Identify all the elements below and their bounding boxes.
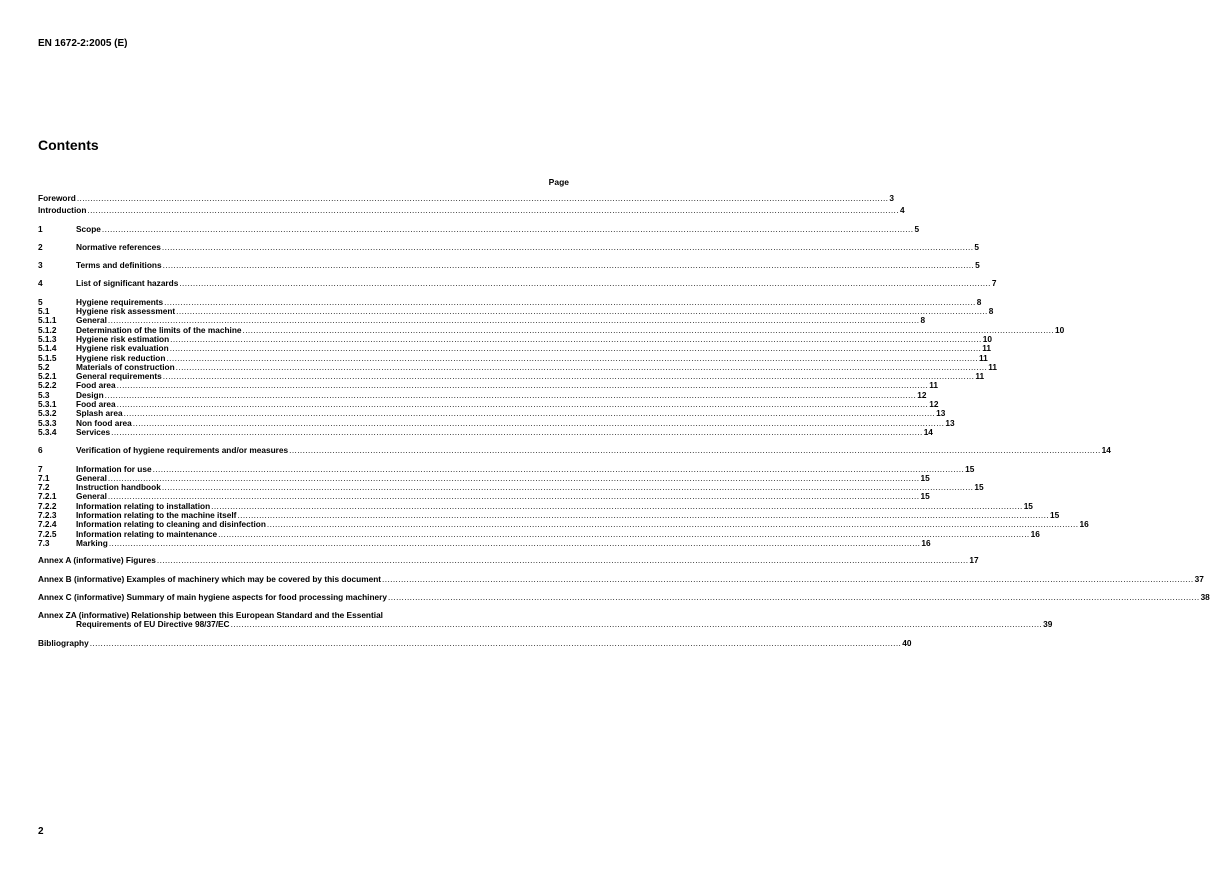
toc-entry-4[interactable]: 4 List of significant hazards ............................................................................................................................................................................................................................................................................................................ 7 bbox=[38, 278, 997, 289]
toc-entry-7-3[interactable]: 7.3 Marking ............................................................................................................................................................................................................................................................................................................ 16 bbox=[38, 537, 931, 548]
toc-entry-number: 5.1.4 bbox=[38, 343, 57, 354]
toc-entry-page: 11 bbox=[982, 343, 992, 354]
toc-entry-number: 7.1 bbox=[38, 472, 50, 483]
toc-entry-page: 40 bbox=[902, 637, 912, 648]
toc-entry-7[interactable]: 7 Information for use ............................................................................................................................................................................................................................................................................................................ 15 bbox=[38, 463, 975, 474]
toc-entry-page: 11 bbox=[929, 380, 938, 391]
toc-entry-5-1[interactable]: 5.1 Hygiene risk assessment ............................................................................................................................................................................................................................................................................................................ 8 bbox=[38, 306, 994, 317]
toc-entry-number: 7.3 bbox=[38, 537, 50, 548]
toc-entry-page: 15 bbox=[920, 491, 930, 502]
toc-entry-title: General bbox=[76, 315, 107, 326]
toc-entry-page: 12 bbox=[917, 389, 927, 400]
toc-entry-annex-a[interactable]: Annex A (informative) Figures ............................................................................................................................................................................................................................................................................................................ 17 bbox=[38, 555, 979, 566]
toc-entry-5-2-2[interactable]: 5.2.2 Food area ............................................................................................................................................................................................................................................................................................................ 11 bbox=[38, 380, 938, 391]
toc-entry-page: 4 bbox=[899, 205, 905, 216]
toc-entry-annex-za-line1[interactable]: Annex ZA (informative) Relationship between this European Standard and the Essential bbox=[38, 610, 383, 621]
toc-entry-number: 7.2.3 bbox=[38, 510, 57, 521]
toc-entry-number: 5 bbox=[38, 296, 43, 307]
toc-entry-page: 16 bbox=[921, 537, 931, 548]
toc-entry-title: Information relating to the machine itself bbox=[76, 510, 237, 521]
toc-entry-page: 3 bbox=[889, 193, 894, 203]
toc-entry-number: 7.2.2 bbox=[38, 500, 57, 511]
toc-entry-number: 5.2.2 bbox=[38, 380, 57, 391]
page-number: 2 bbox=[38, 826, 44, 837]
toc-entry-number: 5.3.3 bbox=[38, 417, 57, 428]
toc-entry-number: 5.1.1 bbox=[38, 315, 57, 326]
toc-entry-7-2-1[interactable]: 7.2.1 General ............................................................................................................................................................................................................................................................................................................ 15 bbox=[38, 491, 930, 502]
toc-entry-annex-c[interactable]: Annex C (informative) Summary of main hygiene aspects for food processing machinery ............................................................................................................................................................................................................................................................................................................ 38 bbox=[38, 591, 1210, 602]
toc-entry-5-2[interactable]: 5.2 Materials of construction ............................................................................................................................................................................................................................................................................................................ 11 bbox=[38, 361, 997, 372]
toc-entry-page: 5 bbox=[914, 223, 920, 234]
toc-entry-title: Bibliography bbox=[38, 637, 89, 648]
toc-entry-title: Annex C (informative) Summary of main hygiene aspects for food processing machinery bbox=[38, 591, 388, 602]
toc-entry-3[interactable]: 3 Terms and definitions ............................................................................................................................................................................................................................................................................................................ 5 bbox=[38, 260, 980, 271]
page-column-label: Page bbox=[548, 177, 569, 187]
toc-entry-page: 17 bbox=[969, 555, 979, 566]
toc-entry-title: Hygiene risk evaluation bbox=[76, 343, 169, 354]
toc-entry-7-2-2[interactable]: 7.2.2 Information relating to installation ............................................................................................................................................................................................................................................................................................................ 15 bbox=[38, 500, 1033, 511]
toc-entry-title: Services bbox=[76, 426, 111, 437]
toc-entry-page: 37 bbox=[1194, 573, 1204, 584]
toc-entry-title: Information relating to cleaning and disinfection bbox=[76, 519, 266, 530]
toc-entry-number: 5.2 bbox=[38, 361, 50, 372]
toc-entry-page: 13 bbox=[936, 408, 946, 419]
toc-entry-page: 11 bbox=[979, 352, 988, 363]
toc-entry-title: General requirements bbox=[76, 371, 162, 382]
toc-entry-annex-za[interactable]: Requirements of EU Directive 98/37/EC ............................................................................................................................................................................................................................................................................................................ 39 bbox=[76, 619, 1053, 630]
toc-entry-page: 10 bbox=[982, 333, 992, 344]
toc-entry-page: 15 bbox=[920, 472, 930, 483]
toc-entry-title: Instruction handbook bbox=[76, 482, 161, 493]
toc-entry-title: Marking bbox=[76, 537, 108, 548]
document-header: EN 1672-2:2005 (E) bbox=[38, 38, 128, 49]
toc-entry-page: 15 bbox=[974, 482, 984, 493]
toc-entry-title: Scope bbox=[76, 223, 101, 234]
toc-entry-2[interactable]: 2 Normative references ............................................................................................................................................................................................................................................................................................................ 5 bbox=[38, 241, 980, 252]
toc-entry-6[interactable]: 6 Verification of hygiene requirements and/or measures ............................................................................................................................................................................................................................................................................................................ 14 bbox=[38, 445, 1111, 456]
toc-entry-page: 15 bbox=[965, 463, 975, 474]
toc-entry-page: 15 bbox=[1049, 510, 1060, 521]
toc-entry-7-2-3[interactable]: 7.2.3 Information relating to the machine itself ............................................................................................................................................................................................................................................................................................................ 15 bbox=[38, 510, 1060, 521]
toc-entry-page: 8 bbox=[920, 315, 926, 326]
toc-entry-page: 11 bbox=[988, 361, 997, 372]
toc-entry-7-1[interactable]: 7.1 General ............................................................................................................................................................................................................................................................................................................ 15 bbox=[38, 472, 930, 483]
toc-entry-number: 4 bbox=[38, 278, 43, 289]
toc-entry-page: 7 bbox=[991, 278, 997, 289]
toc-entry-title: General bbox=[76, 472, 107, 483]
toc-entry-5-1-1[interactable]: 5.1.1 General ............................................................................................................................................................................................................................................................................................................ 8 bbox=[38, 315, 926, 326]
toc-entry-5-3-2[interactable]: 5.3.2 Splash area ............................................................................................................................................................................................................................................................................................................ 13 bbox=[38, 408, 946, 419]
toc-entry-title: Verification of hygiene requirements and/or measures bbox=[76, 445, 289, 456]
toc-entry-page: 13 bbox=[945, 417, 955, 428]
toc-entry-5-1-2[interactable]: 5.1.2 Determination of the limits of the machine ............................................................................................................................................................................................................................................................................................................ 10 bbox=[38, 324, 1065, 335]
page-title: Contents bbox=[38, 137, 99, 153]
toc-entry-title: Hygiene risk assessment bbox=[76, 306, 176, 317]
toc-entry-5-3-1[interactable]: 5.3.1 Food area ............................................................................................................................................................................................................................................................................................................ 12 bbox=[38, 399, 939, 410]
toc-entry-title: Hygiene requirements bbox=[76, 296, 164, 307]
toc-entry-title: Food area bbox=[76, 380, 116, 391]
toc-entry-title: General bbox=[76, 491, 107, 502]
toc-entry-page: 8 bbox=[976, 296, 982, 307]
toc-entry-number: 7.2.5 bbox=[38, 528, 57, 539]
toc-entry-title: Annex B (informative) Examples of machinery which may be covered by this document bbox=[38, 573, 382, 584]
toc-entry-page: 39 bbox=[1043, 619, 1053, 630]
toc-entry-page: 16 bbox=[1030, 528, 1040, 539]
toc-entry-number: 5.2.1 bbox=[38, 371, 57, 382]
toc-entry-title: Information for use bbox=[76, 463, 152, 474]
toc-entry-title: Information relating to installation bbox=[76, 500, 211, 511]
toc-entry-title: Normative references bbox=[76, 241, 161, 252]
toc-entry-number: 5.3.4 bbox=[38, 426, 57, 437]
toc-entry-7-2-4[interactable]: 7.2.4 Information relating to cleaning and disinfection ............................................................................................................................................................................................................................................................................................................ 16 bbox=[38, 519, 1089, 530]
toc-entry-number: 5.1 bbox=[38, 306, 50, 317]
toc-entry-number: 6 bbox=[38, 445, 43, 456]
toc-entry-number: 7 bbox=[38, 463, 43, 474]
toc-entry-5-1-3[interactable]: 5.1.3 Hygiene risk estimation ............................................................................................................................................................................................................................................................................................................ 10 bbox=[38, 333, 992, 344]
toc-entry-page: 5 bbox=[974, 241, 980, 252]
toc-entry-page: 5 bbox=[975, 260, 980, 271]
toc-entry-page: 15 bbox=[1023, 500, 1033, 511]
toc-entry-number: 5.1.3 bbox=[38, 333, 57, 344]
toc-entry-number: 5.1.5 bbox=[38, 352, 57, 363]
toc-entry-number: 2 bbox=[38, 241, 43, 252]
toc-entry-5-1-5[interactable]: 5.1.5 Hygiene risk reduction ............................................................................................................................................................................................................................................................................................................ 11 bbox=[38, 352, 988, 363]
toc-entry-number: 7.2 bbox=[38, 482, 50, 493]
toc-entry-7-2[interactable]: 7.2 Instruction handbook ............................................................................................................................................................................................................................................................................................................ 15 bbox=[38, 482, 984, 493]
toc-entry-introduction[interactable]: Introduction ............................................................................................................................................................................................................................................................................................................ 4 bbox=[38, 205, 905, 216]
toc-entry-page: 16 bbox=[1079, 519, 1089, 530]
toc-entry-page: 12 bbox=[929, 399, 939, 410]
toc-entry-title: Requirements of EU Directive 98/37/EC bbox=[76, 619, 230, 630]
toc-entry-title: Splash area bbox=[76, 408, 123, 419]
toc-entry-title: Terms and definitions bbox=[76, 260, 162, 271]
toc-entry-page: 10 bbox=[1055, 324, 1065, 335]
toc-entry-page: 8 bbox=[988, 306, 994, 317]
toc-entry-5-3-4[interactable]: 5.3.4 Services ............................................................................................................................................................................................................................................................................................................ 14 bbox=[38, 426, 933, 437]
toc-entry-annex-b[interactable]: Annex B (informative) Examples of machinery which may be covered by this document ............................................................................................................................................................................................................................................................................................................ 37 bbox=[38, 573, 1204, 584]
toc-entry-page: 38 bbox=[1200, 591, 1210, 602]
toc-entry-number: 3 bbox=[38, 260, 43, 271]
toc-entry-number: 7.2.1 bbox=[38, 491, 57, 502]
toc-entry-number: 7.2.4 bbox=[38, 519, 57, 530]
toc-entry-number: 1 bbox=[38, 223, 43, 234]
toc-entry-5-3-3[interactable]: 5.3.3 Non food area ............................................................................................................................................................................................................................................................................................................ 13 bbox=[38, 417, 955, 428]
toc-entry-title: Determination of the limits of the machine bbox=[76, 324, 242, 335]
toc-entry-page: 11 bbox=[975, 371, 985, 382]
toc-entry-title: Hygiene risk estimation bbox=[76, 333, 170, 344]
toc-entry-7-2-5[interactable]: 7.2.5 Information relating to maintenance ............................................................................................................................................................................................................................................................................................................ 16 bbox=[38, 528, 1040, 539]
table-of-contents bbox=[38, 193, 1210, 648]
toc-entry-page: 14 bbox=[1101, 445, 1111, 456]
toc-entry-bibliography[interactable]: Bibliography ............................................................................................................................................................................................................................................................................................................ 40 bbox=[38, 637, 912, 648]
toc-entry-title: Foreword bbox=[38, 193, 76, 203]
toc-entry-5-3[interactable]: 5.3 Design ............................................................................................................................................................................................................................................................................................................ 12 bbox=[38, 389, 927, 400]
toc-entry-title: Annex A (informative) Figures bbox=[38, 555, 156, 566]
toc-entry-title: Introduction bbox=[38, 205, 87, 216]
toc-entry-foreword[interactable]: Foreword ............................................................................................................................................................................................................................................................................................................ 3 bbox=[38, 193, 894, 203]
toc-entry-title: Non food area bbox=[76, 417, 132, 428]
toc-entry-5-2-1[interactable]: 5.2.1 General requirements ............................................................................................................................................................................................................................................................................................................ 11 bbox=[38, 371, 985, 382]
toc-entry-title: Design bbox=[76, 389, 104, 400]
toc-entry-title: Food area bbox=[76, 399, 116, 410]
toc-entry-page: 14 bbox=[923, 426, 933, 437]
toc-entry-number: 5.3.2 bbox=[38, 408, 57, 419]
toc-entry-number: 5.3.1 bbox=[38, 399, 57, 410]
toc-entry-title: List of significant hazards bbox=[76, 278, 179, 289]
toc-entry-title: Information relating to maintenance bbox=[76, 528, 218, 539]
toc-entry-1[interactable]: 1 Scope ............................................................................................................................................................................................................................................................................................................ 5 bbox=[38, 223, 920, 234]
toc-entry-number: 5.1.2 bbox=[38, 324, 57, 335]
toc-entry-title: Hygiene risk reduction bbox=[76, 352, 166, 363]
toc-entry-5-1-4[interactable]: 5.1.4 Hygiene risk evaluation ............................................................................................................................................................................................................................................................................................................ 11 bbox=[38, 343, 992, 354]
toc-entry-title: Materials of construction bbox=[76, 361, 175, 372]
toc-entry-5[interactable]: 5 Hygiene requirements ............................................................................................................................................................................................................................................................................................................ 8 bbox=[38, 296, 982, 307]
toc-entry-number: 5.3 bbox=[38, 389, 50, 400]
